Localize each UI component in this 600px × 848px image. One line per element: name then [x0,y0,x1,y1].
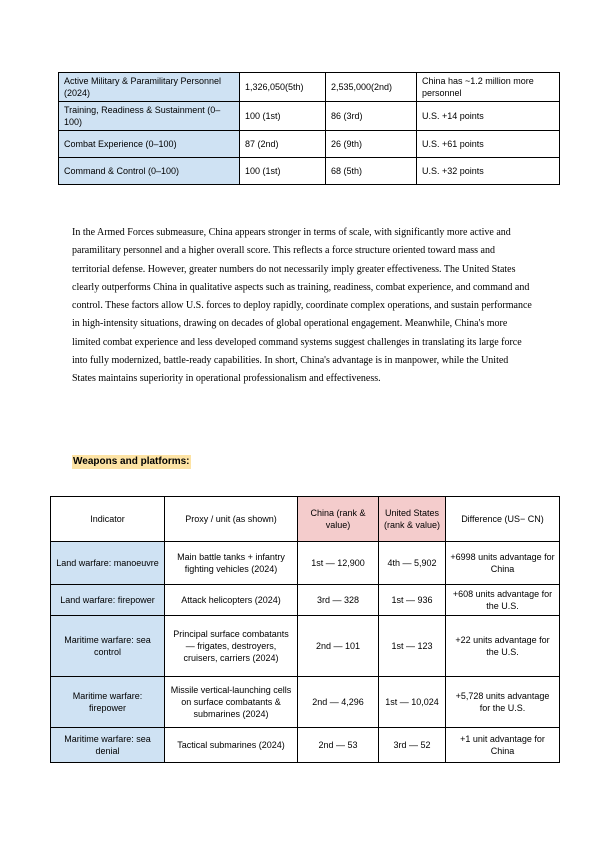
us-value-cell: 86 (3rd) [326,102,417,131]
difference-cell: +22 units advantage for the U.S. [446,616,560,677]
us-value-cell: 68 (5th) [326,158,417,185]
difference-cell: +608 units advantage for the U.S. [446,585,560,616]
indicator-cell: Maritime warfare: sea control [51,616,165,677]
china-value-cell: 2nd — 4,296 [298,677,379,728]
proxy-cell: Tactical submarines (2024) [165,728,298,763]
china-value-cell: 1st — 12,900 [298,542,379,585]
table-row [59,158,560,185]
difference-cell: U.S. +14 points [417,102,560,131]
indicator-cell: Land warfare: firepower [51,585,165,616]
indicator-cell: Combat Experience (0–100) [59,131,240,158]
difference-cell: +5,728 units advantage for the U.S. [446,677,560,728]
table-row [59,131,560,158]
armed-forces-table [58,72,560,185]
difference-cell: +1 unit advantage for China [446,728,560,763]
table-row [51,585,560,616]
table-row [51,728,560,763]
us-value-cell: 1st — 936 [379,585,446,616]
us-value-cell: 1st — 10,024 [379,677,446,728]
us-value-cell: 26 (9th) [326,131,417,158]
armed-forces-paragraph: In the Armed Forces submeasure, China appears stronger in terms of scale, with significantly more active and paramilitary personnel and a higher overall score. This reflects a force structure oriented toward mass and territorial defense. However, greater numbers do not necessarily imply greater effectiveness. The United States clearly outperforms China in qualitative aspects such as training, readiness, combat experience, and command and control. These factors allow U.S. forces to deploy rapidly, coordinate complex operations, and sustain performance in high-intensity situations, drawing on decades of global operational engagement. Meanwhile, China's more limited combat experience and less developed command systems suggest challenges in translating its large force into fully modernized, battle-ready capabilities. In short, China's advantage is in manpower, while the United States maintains superiority in operational professionalism and effectiveness. [72,227,532,385]
weapons-table [50,496,560,763]
header-proxy: Proxy / unit (as shown) [165,497,298,542]
us-value-cell: 1st — 123 [379,616,446,677]
header-indicator: Indicator [51,497,165,542]
indicator-cell: Active Military & Paramilitary Personnel (2024) [59,73,240,102]
header-us: United States (rank & value) [379,497,446,542]
china-value-cell: 100 (1st) [240,102,326,131]
difference-cell: +6998 units advantage for China [446,542,560,585]
table-header-row [51,497,560,542]
indicator-cell: Maritime warfare: sea denial [51,728,165,763]
china-value-cell: 100 (1st) [240,158,326,185]
header-difference: Difference (US− CN) [446,497,560,542]
table-row [51,677,560,728]
proxy-cell: Principal surface combatants — frigates, destroyers, cruisers, carriers (2024) [165,616,298,677]
indicator-cell: Maritime warfare: firepower [51,677,165,728]
indicator-cell: Land warfare: manoeuvre [51,542,165,585]
china-value-cell: 87 (2nd) [240,131,326,158]
us-value-cell: 3rd — 52 [379,728,446,763]
china-value-cell: 2nd — 53 [298,728,379,763]
china-value-cell: 1,326,050(5th) [240,73,326,102]
table-row [59,73,560,102]
table-row [51,542,560,585]
indicator-cell: Training, Readiness & Sustainment (0–100) [59,102,240,131]
china-value-cell: 3rd — 328 [298,585,379,616]
china-value-cell: 2nd — 101 [298,616,379,677]
header-china: China (rank & value) [298,497,379,542]
proxy-cell: Attack helicopters (2024) [165,585,298,616]
weapons-heading: Weapons and platforms: [73,456,190,467]
indicator-cell: Command & Control (0–100) [59,158,240,185]
difference-cell: U.S. +32 points [417,158,560,185]
proxy-cell: Main battle tanks + infantry fighting vehicles (2024) [165,542,298,585]
difference-cell: China has ~1.2 million more personnel [417,73,560,102]
us-value-cell: 2,535,000(2nd) [326,73,417,102]
table-row [59,102,560,131]
us-value-cell: 4th — 5,902 [379,542,446,585]
table-row [51,616,560,677]
proxy-cell: Missile vertical-launching cells on surface combatants & submarines (2024) [165,677,298,728]
difference-cell: U.S. +61 points [417,131,560,158]
